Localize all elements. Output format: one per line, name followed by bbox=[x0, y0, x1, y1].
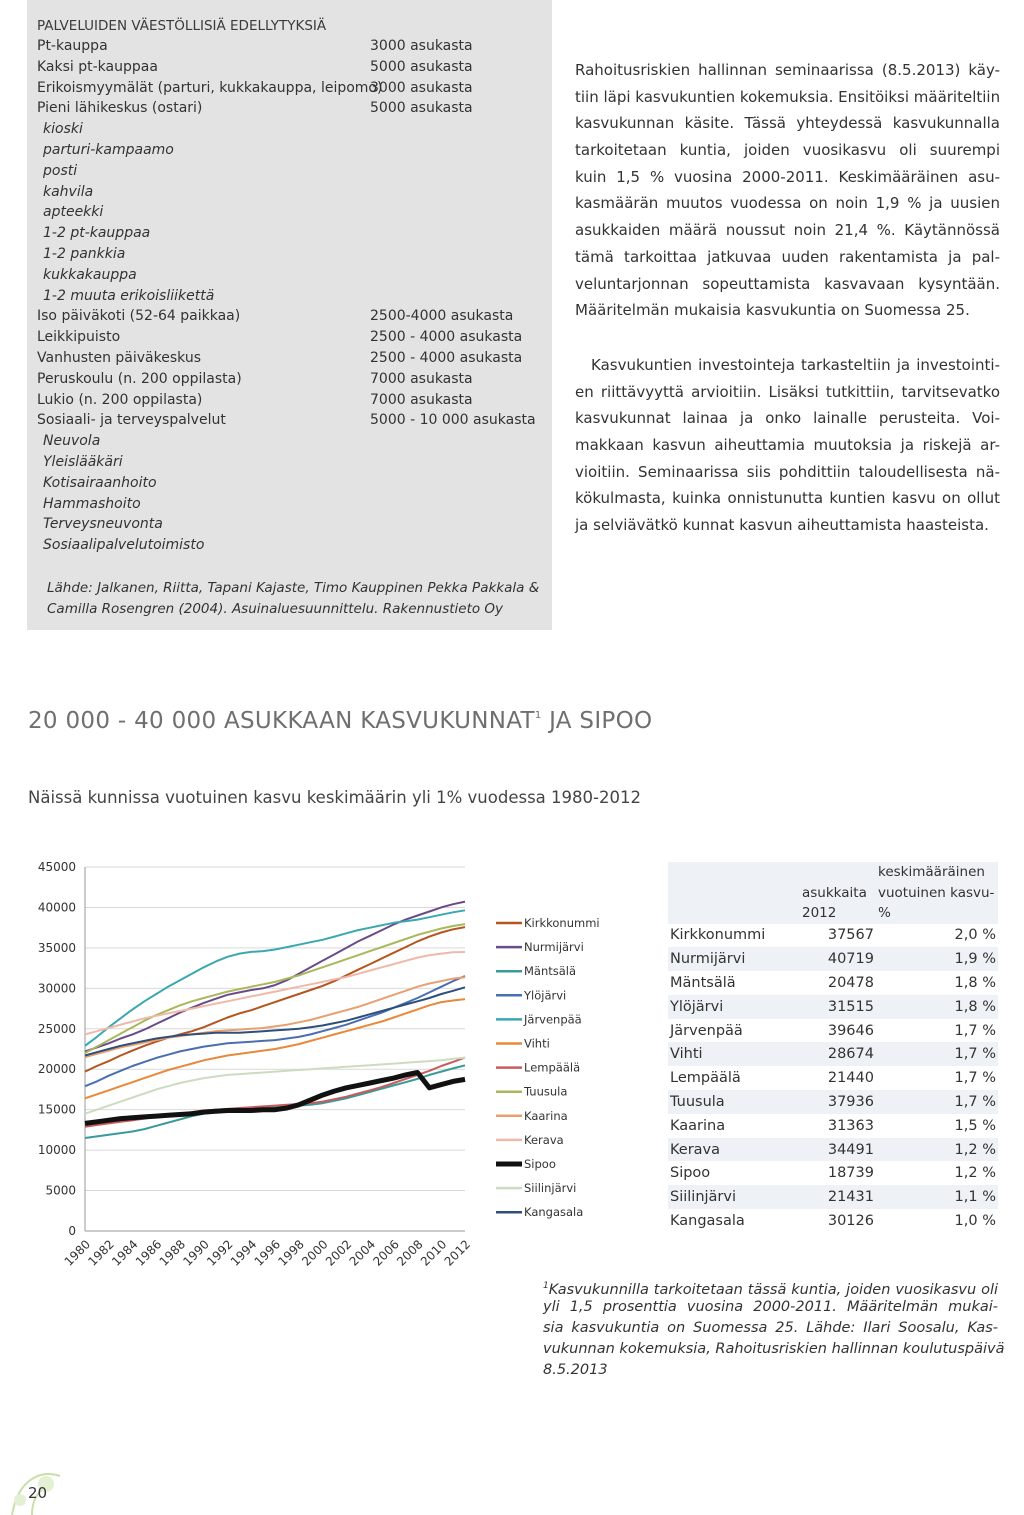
y-tick-label: 0 bbox=[68, 1224, 76, 1238]
x-tick-label: 1988 bbox=[156, 1237, 189, 1269]
service-label: apteekki bbox=[43, 204, 104, 221]
text-line: asukkaiden määrä noussut noin 21,4 %. Käytännössä bbox=[575, 221, 1000, 240]
legend-label: Järvenpää bbox=[524, 1012, 582, 1027]
service-requirement: 2500-4000 asukasta bbox=[370, 308, 514, 325]
table-row bbox=[668, 1185, 998, 1209]
text-line: Määritelmän mukaisia kasvukuntia on Suomessa 25. bbox=[575, 301, 970, 320]
text-line: makkaan kasvun aiheuttamia muutoksia ja riskejä ar- bbox=[575, 436, 1000, 455]
footnote-line: vukunnan kokemuksia, Rahoitusriskien hallinnan koulutuspäivä bbox=[543, 1341, 1005, 1357]
row-population: 20478 bbox=[827, 974, 874, 991]
x-tick-label: 1986 bbox=[132, 1237, 165, 1269]
row-population: 37567 bbox=[827, 927, 874, 944]
row-population: 34491 bbox=[800, 1138, 876, 1162]
y-tick-label: 20000 bbox=[37, 1062, 76, 1077]
x-tick-label: 1990 bbox=[180, 1237, 212, 1269]
service-label: kioski bbox=[43, 121, 83, 138]
row-name: Järvenpää bbox=[670, 1022, 743, 1039]
table-row bbox=[668, 971, 998, 995]
row-name: Kangasala bbox=[670, 1212, 745, 1229]
heading-text: 20 000 - 40 000 ASUKKAAN KASVUKUNNAT bbox=[28, 708, 535, 734]
footnote-line: 8.5.2013 bbox=[543, 1362, 608, 1378]
row-growth: 1,9 % bbox=[876, 947, 998, 971]
x-tick-label: 1992 bbox=[204, 1237, 236, 1269]
row-name: Sipoo bbox=[670, 1165, 711, 1182]
row-growth: 1,1 % bbox=[876, 1185, 998, 1209]
table-row bbox=[668, 1042, 998, 1066]
service-requirement: 7000 asukasta bbox=[370, 370, 473, 387]
footnote-mark: 1 bbox=[543, 1281, 549, 1291]
legend-label: Nurmijärvi bbox=[524, 940, 584, 955]
row-population: 30126 bbox=[827, 1212, 874, 1229]
table-header-name bbox=[668, 862, 800, 924]
service-requirement: 2500 - 4000 asukasta bbox=[370, 329, 523, 346]
row-name: Kerava bbox=[668, 1138, 800, 1162]
text-line: kökulmasta, kuinka onnistunutta kuntien kasvu on ollut bbox=[575, 489, 1000, 508]
text-line: ja selviävätkö kunnat kasvun aiheuttamista haasteista. bbox=[575, 516, 989, 535]
text-line: tiin läpi kasvukuntien kokemuksia. Ensitöiksi määriteltiin bbox=[575, 87, 1001, 106]
page-number: 20 bbox=[28, 1484, 48, 1502]
row-growth: 1,7 % bbox=[954, 1022, 996, 1039]
y-tick-label: 45000 bbox=[37, 860, 76, 874]
x-tick-label: 2006 bbox=[370, 1237, 402, 1269]
y-tick-label: 10000 bbox=[37, 1143, 76, 1158]
service-label: 1-2 pankkia bbox=[43, 246, 126, 262]
y-tick-label: 25000 bbox=[37, 1021, 76, 1036]
text-line: tarkoitetaan kuntia, joiden vuosikasvu oli suurempi bbox=[575, 141, 1000, 160]
legend-label: Lempäälä bbox=[524, 1060, 581, 1075]
service-label: Terveysneuvonta bbox=[43, 516, 163, 533]
legend-label: Kangasala bbox=[524, 1205, 584, 1220]
row-growth: 1,7 % bbox=[954, 1070, 996, 1087]
service-label: parturi-kampaamo bbox=[43, 142, 174, 158]
row-population: 28674 bbox=[800, 1042, 876, 1066]
row-growth: 2,0 % bbox=[954, 927, 996, 944]
service-label: Leikkipuisto bbox=[37, 329, 121, 346]
source-line-1: Lähde: Jalkanen, Riitta, Tapani Kajaste, Timo Kauppinen Pekka Pakkala & bbox=[47, 580, 540, 596]
service-label: Yleislääkäri bbox=[43, 454, 123, 470]
x-tick-label: 1998 bbox=[275, 1237, 307, 1269]
service-label: Neuvola bbox=[43, 433, 101, 450]
row-growth: 1,2 % bbox=[954, 1165, 996, 1182]
x-tick-label: 2012 bbox=[441, 1237, 474, 1269]
row-growth: 1,2 % bbox=[876, 1138, 998, 1162]
x-tick-label: 2000 bbox=[299, 1237, 331, 1269]
legend-label: Siilinjärvi bbox=[524, 1181, 577, 1196]
heading-tail: JA SIPOO bbox=[541, 708, 653, 734]
text-line: Kasvukuntien investointeja tarkasteltiin ja investointi- bbox=[591, 356, 1000, 374]
footnote-line: yli 1,5 prosenttia vuosina 2000-2011. Määritelmän mukai- bbox=[543, 1299, 998, 1315]
y-tick-label: 35000 bbox=[37, 940, 76, 955]
table-row bbox=[668, 1161, 998, 1185]
series-line-vihti bbox=[85, 999, 465, 1098]
footnote-text: Kasvukunnilla tarkoitetaan tässä kuntia, joiden vuosikasvu oli bbox=[548, 1281, 998, 1298]
service-label: 1-2 muuta erikoisliikettä bbox=[43, 287, 215, 304]
x-tick-label: 2008 bbox=[394, 1237, 426, 1269]
source-line-2: Camilla Rosengren (2004). Asuinaluesuunnittelu. Rakennustieto Oy bbox=[47, 601, 504, 617]
service-requirement: 2500 - 4000 asukasta bbox=[370, 350, 523, 366]
service-label: kukkakauppa bbox=[43, 266, 137, 283]
table-header-row bbox=[668, 862, 998, 924]
text-line: kuin 1,5 % vuosina 2000-2011. Keskimääräinen asu- bbox=[575, 167, 1000, 186]
x-tick-label: 1980 bbox=[61, 1237, 94, 1269]
legend-label: Kirkkonummi bbox=[524, 916, 600, 930]
row-growth: 1,8 % bbox=[876, 995, 998, 1019]
service-requirement: 5000 asukasta bbox=[370, 58, 473, 75]
service-label: Vanhusten päiväkeskus bbox=[37, 350, 201, 366]
row-population: 39646 bbox=[827, 1022, 874, 1039]
row-population: 18739 bbox=[827, 1165, 874, 1182]
service-requirement: 3000 asukasta bbox=[370, 79, 473, 96]
row-name: Lempäälä bbox=[670, 1070, 741, 1087]
row-growth: 1,8 % bbox=[954, 974, 996, 991]
y-tick-label: 15000 bbox=[37, 1102, 76, 1117]
service-label: Pt-kauppa bbox=[37, 38, 108, 54]
row-population: 21440 bbox=[827, 1070, 874, 1087]
service-requirement: 7000 asukasta bbox=[370, 391, 473, 408]
row-population: 31363 bbox=[827, 1117, 874, 1134]
footnote-line bbox=[543, 1276, 998, 1297]
services-box-title: PALVELUIDEN VÄESTÖLLISIÄ EDELLYTYKSIÄ bbox=[37, 18, 327, 34]
series-line-kaarina bbox=[85, 977, 465, 1057]
row-name: Kaarina bbox=[670, 1117, 726, 1134]
legend-label: Sipoo bbox=[524, 1157, 556, 1171]
growth-line-chart bbox=[0, 850, 600, 1290]
service-requirement: 5000 - 10 000 asukasta bbox=[370, 412, 536, 429]
section-heading bbox=[28, 708, 652, 734]
x-tick-label: 1984 bbox=[109, 1237, 141, 1269]
legend-label: Tuusula bbox=[524, 1084, 568, 1099]
row-growth: 1,0 % bbox=[954, 1212, 996, 1229]
footnote-line: sia kasvukuntia on Suomessa 25. Lähde: Ilari Soosalu, Kas- bbox=[543, 1320, 998, 1336]
table-header-growth: keskimääräinen vuotuinen kasvu-% bbox=[876, 862, 998, 924]
legend-label: Kerava bbox=[524, 1132, 564, 1147]
x-tick-label: 2004 bbox=[346, 1237, 379, 1269]
text-line: tämä tarkoittaa jatkuvaa uuden rakentamista ja pal- bbox=[575, 247, 1000, 266]
heading-footnote-mark: 1 bbox=[534, 710, 542, 721]
table-row bbox=[668, 1019, 998, 1043]
service-label: kahvila bbox=[43, 183, 94, 200]
table-row bbox=[668, 1138, 998, 1162]
legend-label: Vihti bbox=[524, 1036, 550, 1051]
chart-subheading: Näissä kunnissa vuotuinen kasvu keskimäärin yli 1% vuodessa 1980-2012 bbox=[28, 788, 641, 807]
table-row bbox=[668, 924, 998, 948]
service-label: Pieni lähikeskus (ostari) bbox=[37, 100, 203, 117]
row-name: Siilinjärvi bbox=[668, 1185, 800, 1209]
row-name: Vihti bbox=[668, 1042, 800, 1066]
services-source bbox=[47, 578, 542, 620]
service-label: Kotisairaanhoito bbox=[43, 474, 157, 491]
service-label: 1-2 pt-kauppaa bbox=[43, 225, 151, 242]
x-tick-label: 1994 bbox=[227, 1237, 260, 1269]
y-tick-label: 40000 bbox=[37, 900, 76, 915]
x-tick-label: 1982 bbox=[85, 1237, 117, 1269]
row-population: 40719 bbox=[800, 947, 876, 971]
row-name: Ylöjärvi bbox=[668, 995, 800, 1019]
x-tick-label: 2002 bbox=[322, 1237, 355, 1269]
table-row bbox=[668, 1114, 998, 1138]
text-line: kasvukunnan käsite. Tässä yhteydessä kasvukunnalla bbox=[575, 114, 1000, 133]
row-population: 37936 bbox=[800, 1090, 876, 1114]
table-row bbox=[668, 947, 998, 971]
table-header-population: asukkaita 2012 bbox=[800, 862, 876, 924]
legend-label: Ylöjärvi bbox=[524, 988, 567, 1003]
service-label: posti bbox=[43, 162, 78, 179]
row-name: Mäntsälä bbox=[670, 974, 736, 991]
text-line: en riittävyyttä arvioitiin. Lisäksi tutkittiin, tarvitsevatko bbox=[575, 382, 1000, 401]
y-tick-label: 30000 bbox=[37, 981, 76, 996]
x-tick-label: 1996 bbox=[251, 1237, 284, 1269]
service-label: Peruskoulu (n. 200 oppilasta) bbox=[37, 370, 242, 387]
service-label: Lukio (n. 200 oppilasta) bbox=[37, 391, 203, 408]
growth-table bbox=[668, 862, 998, 1233]
text-line: kasvukunnat lainaa ja onko lainalle perusteita. Voi- bbox=[575, 409, 1000, 428]
legend-label: Kaarina bbox=[524, 1108, 568, 1123]
row-population: 21431 bbox=[800, 1185, 876, 1209]
footnote bbox=[543, 1276, 1005, 1381]
legend-label: Mäntsälä bbox=[524, 964, 577, 979]
table-row bbox=[668, 995, 998, 1019]
series-line-sipoo bbox=[85, 1073, 465, 1124]
service-label: Erikoismyymälät (parturi, kukkakauppa, leipomo) bbox=[37, 79, 383, 96]
row-growth: 1,7 % bbox=[876, 1042, 998, 1066]
service-label: Sosiaali- ja terveyspalvelut bbox=[37, 412, 226, 429]
row-population: 31515 bbox=[800, 995, 876, 1019]
row-name: Nurmijärvi bbox=[668, 947, 800, 971]
x-tick-label: 2010 bbox=[417, 1237, 450, 1269]
text-line: vioitiin. Seminaarissa siis pohdittiin taloudellisesta nä- bbox=[575, 462, 1000, 481]
service-requirement: 3000 asukasta bbox=[370, 38, 473, 54]
intro-paragraph bbox=[575, 57, 1000, 324]
investment-paragraph bbox=[575, 352, 1000, 539]
text-line: veluntarjonnan sopeuttamista kasvavaan kysyntään. bbox=[575, 274, 1000, 293]
service-label: Kaksi pt-kauppaa bbox=[37, 58, 158, 75]
service-requirement: 5000 asukasta bbox=[370, 100, 473, 117]
y-tick-label: 5000 bbox=[45, 1183, 76, 1198]
service-label: Sosiaalipalvelutoimisto bbox=[43, 537, 205, 554]
row-name: Kirkkonummi bbox=[670, 927, 766, 944]
table-row bbox=[668, 1066, 998, 1090]
text-line: kasmäärän muutos vuodessa on noin 1,9 % ja uusien bbox=[575, 194, 1000, 213]
row-name: Tuusula bbox=[668, 1090, 800, 1114]
row-growth: 1,5 % bbox=[954, 1117, 996, 1134]
service-label: Hammashoito bbox=[43, 495, 141, 512]
text-line: Rahoitusriskien hallinnan seminaarissa (8.5.2013) käy- bbox=[575, 61, 1000, 79]
row-growth: 1,7 % bbox=[876, 1090, 998, 1114]
table-row bbox=[668, 1090, 998, 1114]
table-row bbox=[668, 1209, 998, 1233]
service-label: Iso päiväkoti (52-64 paikkaa) bbox=[37, 308, 241, 325]
